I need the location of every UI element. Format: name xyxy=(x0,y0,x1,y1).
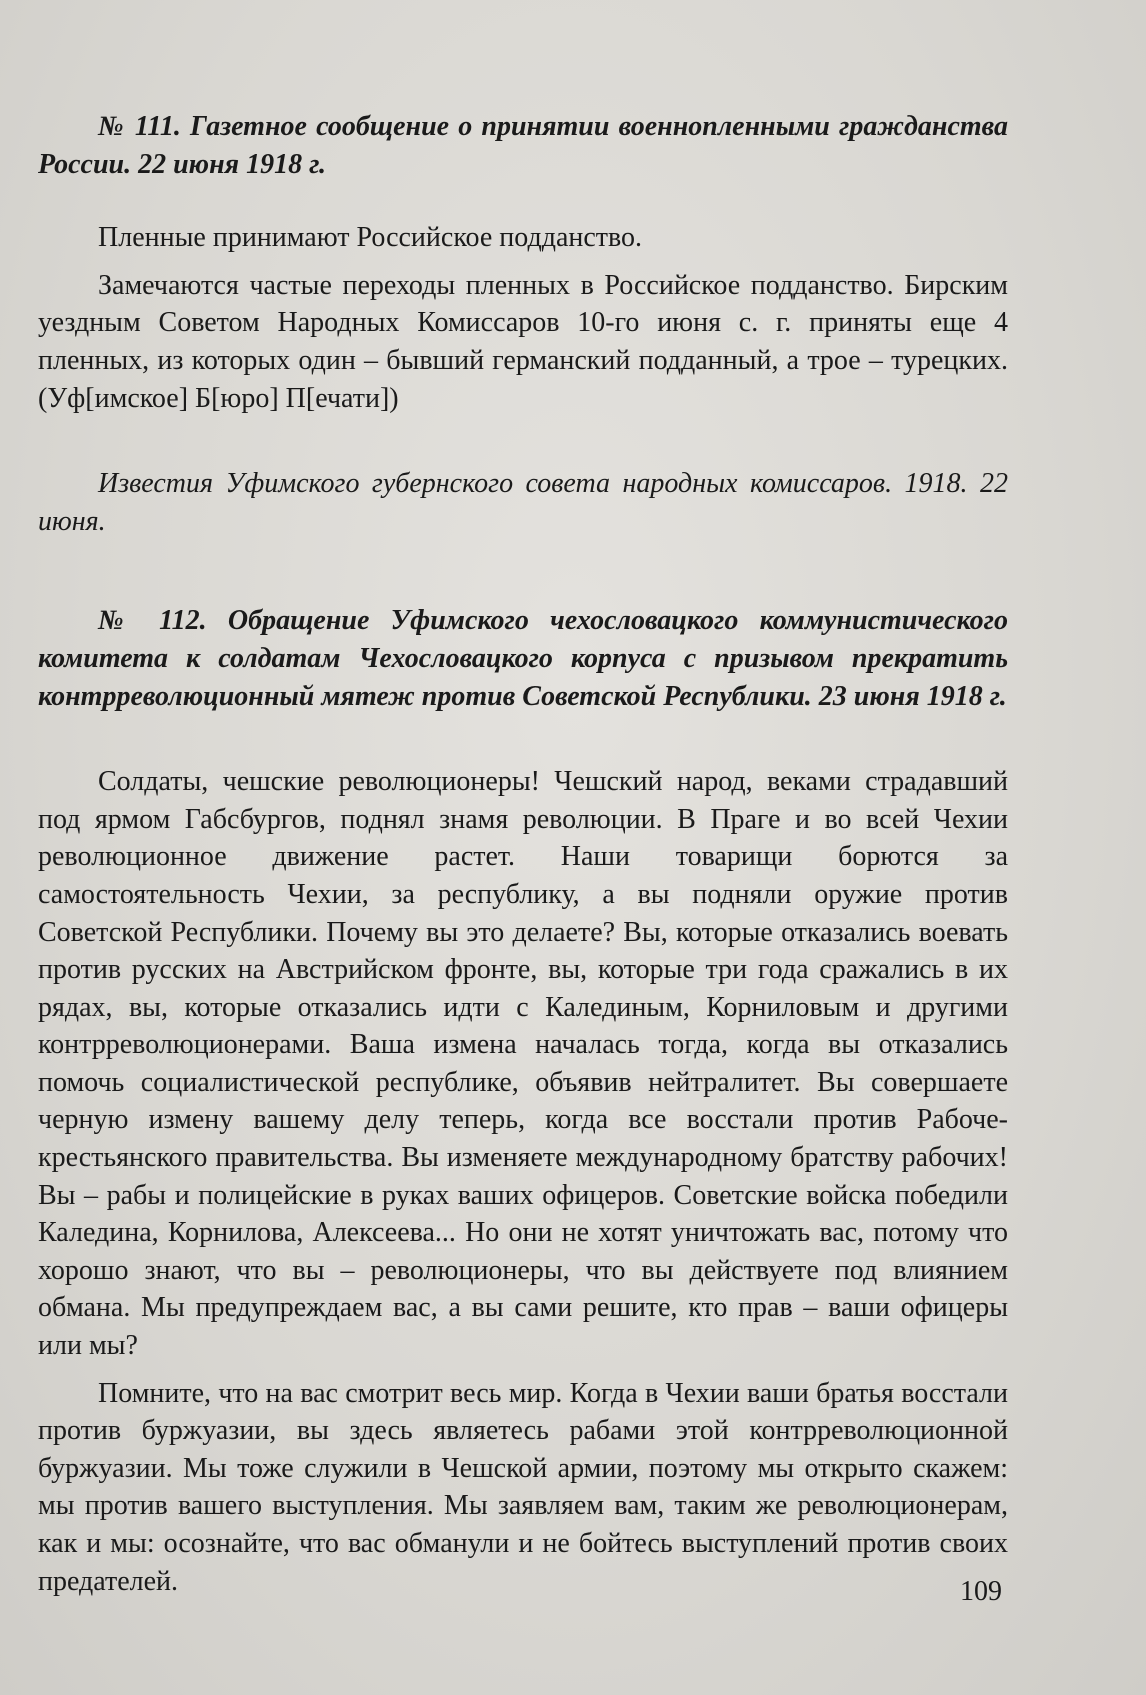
doc112-paragraph-1: Солдаты, чешские революционеры! Чешский народ, веками страдавший под ярмом Габсбургов, поднял знамя революции. В Праге и во всей Чехии революционное движение растет. Наши товарищи борются за самостоятельность Чехии, за республику, а вы подняли оружие против Советской Республики. Почему вы это делаете? Вы, которые отказались воевать против русских на Австрийском фронте, вы, которые три года сражались в их рядах, вы, которые отказались идти с Калединым, Корниловым и другими контрреволюционерами. Ваша измена началась тогда, когда вы отказались помочь социалистической республике, объявив нейтралитет. Вы совершаете черную измену вашему делу теперь, когда все восстали против Рабоче-крестьянского правительства. Вы изменяете международному братству рабочих! Вы – рабы и полицейские в руках ваших офицеров. Советские войска победили Каледина, Корнилова, Алексеева... Но они не хотят уничтожать вас, потому что хорошо знают, что вы – революционеры, что вы действуете под влиянием обмана. Мы предупреждаем вас, а вы сами решите, кто прав – ваши офицеры или мы? xyxy=(38,766,1008,1362)
doc112-title: № 112. Обращение Уфимского чехословацкого коммунистического комитета к солдатам Чехословацкого корпуса с призывом прекратить контрреволюционный мятеж против Советской Республики. 23 июня 1918 г. xyxy=(38,605,1008,712)
doc111-source: Известия Уфимского губернского совета народных комиссаров. 1918. 22 июня. xyxy=(38,468,1008,537)
doc111-title: № 111. Газетное сообщение о принятии военнопленными гражданства России. 22 июня 1918 г. xyxy=(38,111,1008,180)
doc112-paragraph-2: Помните, что на вас смотрит весь мир. Когда в Чехии ваши братья восстали против буржуазии, вы здесь являетесь рабами этой контрреволюционной буржуазии. Мы тоже служили в Чешской армии, поэтому мы открыто скажем: мы против вашего выступления. Мы заявляем вам, таким же революционерам, как и мы: осознайте, что вас обманули и не бойтесь выступлений против своих предателей. xyxy=(38,1377,1008,1597)
doc111-body: Замечаются частые переходы пленных в Российское подданство. Бирским уездным Советом Народных Комиссаров 10-го июня с. г. приняты еще 4 пленных, из которых один – бывший германский подданный, а трое – турецких. (Уф[имское] Б[юро] П[ечати]) xyxy=(38,269,1008,414)
page-content xyxy=(38,108,1008,1600)
doc111-subtitle: Пленные принимают Российское подданство. xyxy=(98,222,643,254)
page-number: 109 xyxy=(960,1576,1002,1607)
